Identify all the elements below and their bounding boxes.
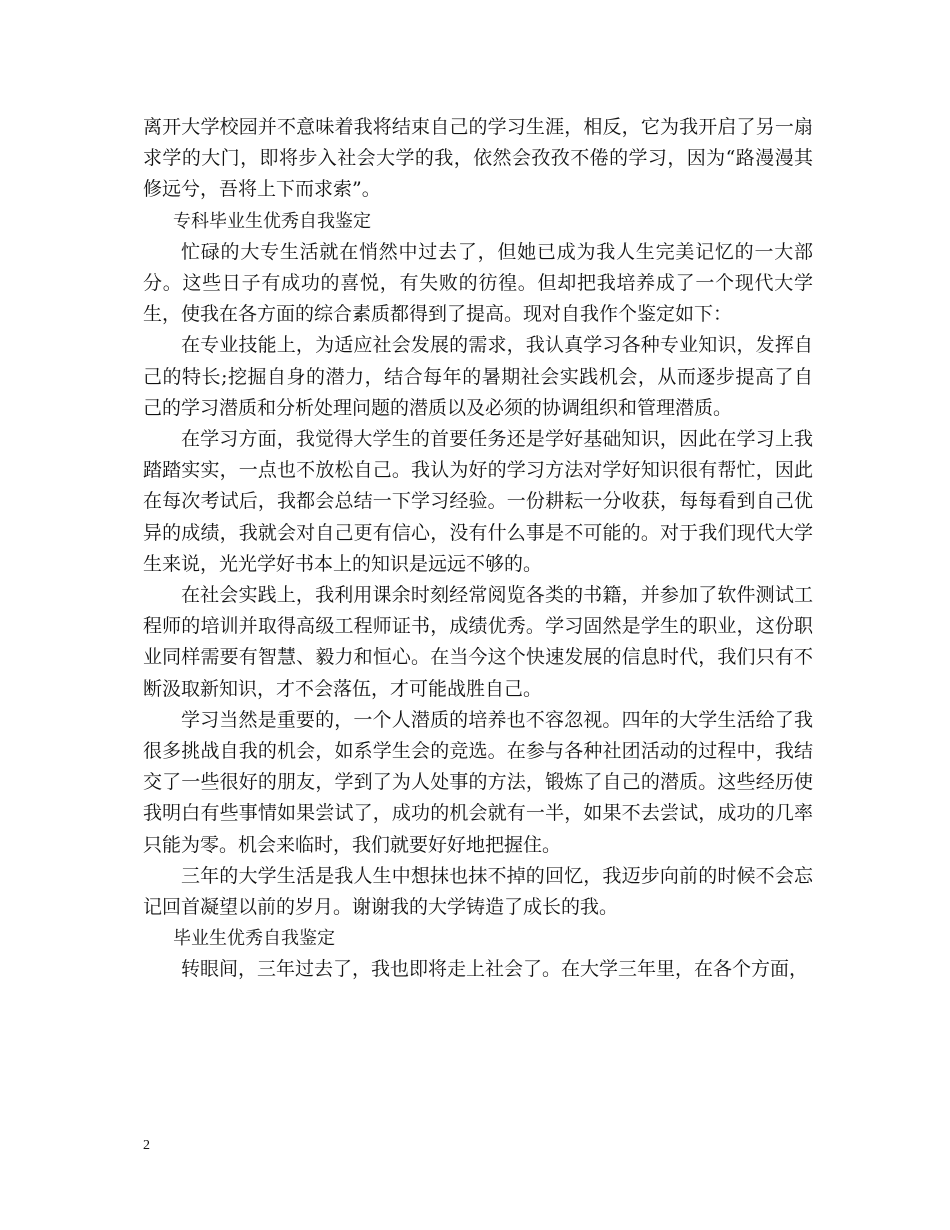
paragraph: 三年的大学生活是我人生中想抹也抹不掉的回忆，我迈步向前的时候不会忘记回首凝望以前的岁月。谢谢我的大学铸造了成长的我。 [143, 864, 813, 919]
paragraph: 学习当然是重要的，一个人潜质的培养也不容忽视。四年的大学生活给了我很多挑战自我的机会，如系学生会的竞选。在参与各种社团活动的过程中，我结交了一些很好的朋友，学到了为人处事的方法，锻炼了自己的潜质。这些经历使我明白有些事情如果尝试了，成功的机会就有一半，如果不去尝试，成功的几率只能为零。机会来临时，我们就要好好地把握住。 [143, 708, 813, 856]
paragraph: 忙碌的大专生活就在悄然中过去了，但她已成为我人生完美记忆的一大部分。这些日子有成功的喜悦，有失败的彷徨。但却把我培养成了一个现代大学生，使我在各方面的综合素质都得到了提高。现对自我作个鉴定如下： [143, 240, 813, 326]
paragraph: 在社会实践上，我利用课余时刻经常阅览各类的书籍，并参加了软件测试工程师的培训并取得高级工程师证书，成绩优秀。学习固然是学生的职业，这份职业同样需要有智慧、毅力和恒心。在当今这个快速发展的信息时代，我们只有不断汲取新知识，才不会落伍，才可能战胜自己。 [143, 584, 813, 700]
paragraph: 在学习方面，我觉得大学生的首要任务还是学好基础知识，因此在学习上我踏踏实实，一点也不放松自己。我认为好的学习方法对学好知识很有帮忙，因此在每次考试后，我都会总结一下学习经验。一份耕耘一分收获，每每看到自己优异的成绩，我就会对自己更有信心，没有什么事是不可能的。对于我们现代大学生来说，光光学好书本上的知识是远远不够的。 [143, 428, 813, 575]
paragraph: 在专业技能上，为适应社会发展的需求，我认真学习各种专业知识，发挥自己的特长;挖掘自身的潜力，结合每年的暑期社会实践机会，从而逐步提高了自己的学习潜质和分析处理问题的潜质以及必须的协调组织和管理潜质。 [143, 334, 813, 419]
paragraph-continuation: 离开大学校园并不意味着我将结束自己的学习生涯，相反，它为我开启了另一扇求学的大门，即将步入社会大学的我，依然会孜孜不倦的学习，因为“路漫漫其修远兮，吾将上下而求索”。 [143, 116, 813, 201]
section-heading: 毕业生优秀自我鉴定 [173, 928, 335, 950]
section-heading: 专科毕业生优秀自我鉴定 [173, 210, 371, 232]
page-number: 2 [143, 1138, 150, 1153]
document-body [143, 112, 813, 986]
paragraph: 转眼间，三年过去了，我也即将走上社会了。在大学三年里，在各个方面， [181, 958, 809, 981]
